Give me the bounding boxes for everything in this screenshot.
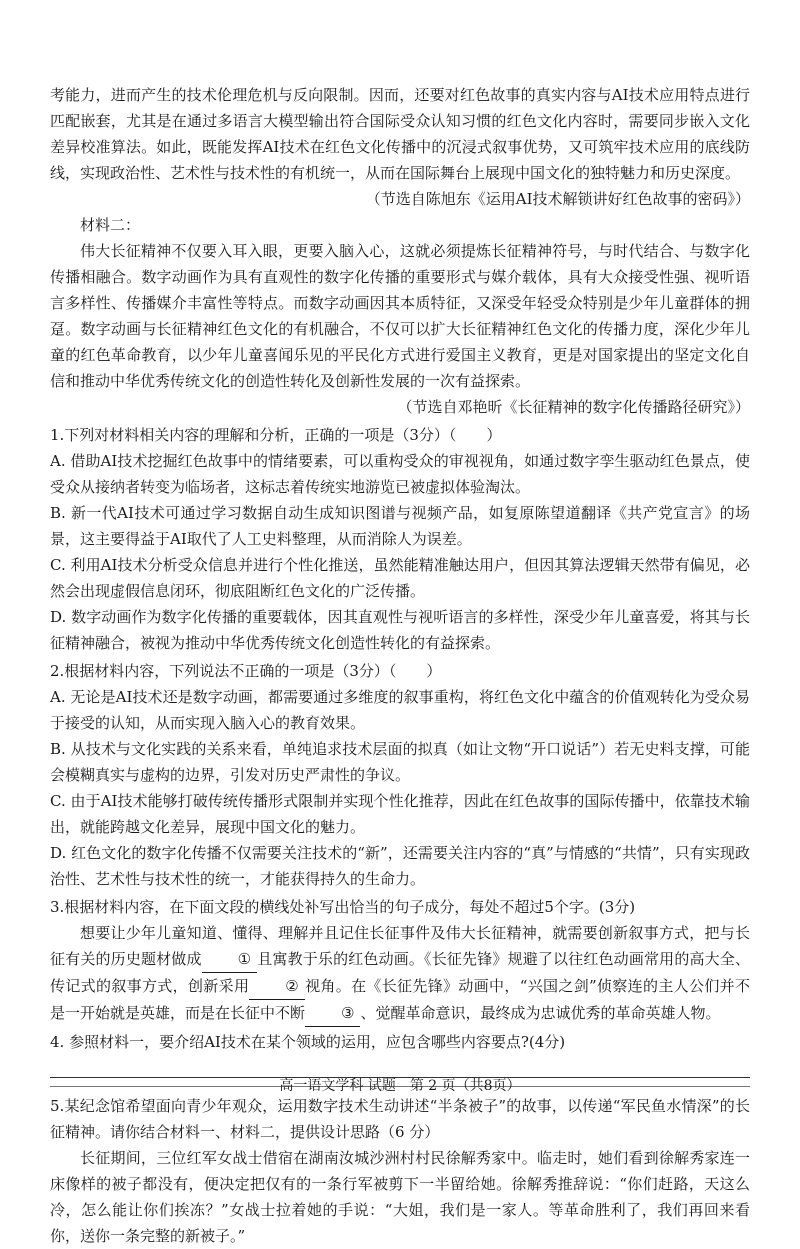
question-1-option-a: A. 借助AI技术挖掘红色故事中的情绪要素，可以重构受众的审视视角，如通过数字孪生驱动红色景点，使受众从接纳者转变为临场者，这标志着传统实地游览已被虚拟体验淘汰。 bbox=[50, 452, 750, 496]
question-2-option-c: C. 由于AI技术能够打破传统传播形式限制并实现个性化推荐，因此在红色故事的国际传播中，依靠技术输出，就能跨越文化差异，展现中国文化的魅力。 bbox=[50, 792, 750, 836]
passage-part-2: 且寓教于乐的红色动画。《长征先锋》规避了以往红色动画常用的高大全、传记式的叙事方式，创新采用 bbox=[50, 950, 750, 995]
passage-part-1: 想要让少年儿童知道、懂得、理解并且记住长征事件及伟大长征精神，就需要创新叙事方式，把与长征有关的历史题材做成 bbox=[50, 924, 750, 968]
question-5-story: 长征期间，三位红军女战士借宿在湖南汝城沙洲村村民徐解秀家中。临走时，她们看到徐解秀家连一床像样的被子都没有，便决定把仅有的一条行军被剪下一半留给她。徐解秀推辞说：“你们赶路，天这么冷，怎么能让你们挨冻？”女战士拉着她的手说：“大姐，我们是一家人。等革命胜利了，我们再回来看你，送你一条完整的新被子。” bbox=[50, 1149, 750, 1245]
question-3-stem: 3.根据材料内容，在下面文段的横线处补写出恰当的句子成分，每处不超过5个字。(3分) bbox=[50, 898, 636, 916]
question-4-stem: 4. 参照材料一，要介绍AI技术在某个领域的运用，应包含哪些内容要点?(4分) bbox=[50, 1033, 566, 1051]
question-1-option-c: C. 利用AI技术分析受众信息并进行个性化推送，虽然能精准触达用户，但因其算法逻辑天然带有偏见，必然会出现虚假信息闭环，彻底阻断红色文化的广泛传播。 bbox=[50, 556, 750, 600]
exam-page bbox=[50, 82, 750, 1249]
question-5-stem: 5.某纪念馆希望面向青少年观众，运用数字技术生动讲述“半条被子”的故事，以传递“军民鱼水情深”的长征精神。请你结合材料一、材料二，提供设计思路（6 分） bbox=[50, 1097, 750, 1141]
question-1-option-b: B. 新一代AI技术可通过学习数据自动生成知识图谱与视频产品，如复原陈望道翻译《共产党宣言》的场景，这主要得益于AI取代了人工史料整理，从而消除人为误差。 bbox=[50, 504, 750, 548]
material-2-body: 伟大长征精神不仅要入耳入眼，更要入脑入心，这就必须提炼长征精神符号，与时代结合、与数字化传播相融合。数字动画作为具有直观性的数字化传播的重要形式与媒介载体，具有大众接受性强、视听语言多样性、传播媒介丰富性等特点。而数字动画因其本质特征，又深受年轻受众特别是少年儿童群体的拥趸。数字动画与长征精神红色文化的有机融合，不仅可以扩大长征精神红色文化的传播力度，深化少年儿童的红色革命教育，以少年儿童喜闻乐见的平民化方式进行爱国主义教育，更是对国家提出的坚定文化自信和推动中华优秀传统文化的创造性转化及创新性发展的一次有益探索。 bbox=[50, 242, 750, 390]
passage-part-3: 视角。在《长征先锋》动画中，“兴国之剑”侦察连的主人公们并不是一开始就是英雄，而是在长征中不断 bbox=[50, 977, 750, 1022]
question-2-stem: 2.根据材料内容，下列说法不正确的一项是（3分）（ ） bbox=[50, 662, 442, 680]
blank-3[interactable]: ③ bbox=[305, 1000, 360, 1027]
question-2-option-b: B. 从技术与文化实践的关系来看，单纯追求技术层面的拟真（如让文物“开口说话”）若无史料支撑，可能会模糊真实与虚构的边界，引发对历史严肃性的争议。 bbox=[50, 740, 750, 784]
material-1-source: （节选自陈旭东《运用AI技术解锁讲好红色故事的密码》） bbox=[365, 190, 750, 208]
question-2-option-d: D. 红色文化的数字化传播不仅需要关注技术的“新”，还需要关注内容的“真”与情感的“共情”，只有实现政治性、艺术性与技术性的统一，才能获得持久的生命力。 bbox=[50, 844, 750, 888]
question-3-passage bbox=[50, 920, 750, 1027]
material-2-source: （节选自邓艳昕《长征精神的数字化传播路径研究》） bbox=[397, 398, 750, 416]
passage-part-4: 、觉醒革命意识，最终成为忠诚优秀的革命英雄人物。 bbox=[360, 1004, 721, 1022]
blank-2[interactable]: ② bbox=[249, 973, 304, 1000]
blank-1[interactable]: ① bbox=[202, 946, 257, 973]
question-1-stem: 1.下列对材料相关内容的理解和分析，正确的一项是（3分）（ ） bbox=[50, 426, 502, 444]
material-2-title: 材料二： bbox=[80, 216, 141, 234]
material-1-tail: 考能力，进而产生的技术伦理危机与反向限制。因而，还要对红色故事的真实内容与AI技术应用特点进行匹配嵌套，尤其是在通过多语言大模型输出符合国际受众认知习惯的红色文化内容时，需要同步嵌入文化差异校准算法。如此，既能发挥AI技术在红色文化传播中的沉浸式叙事优势，又可筑牢技术应用的底线防线，实现政治性、艺术性与技术性的有机统一，从而在国际舞台上展现中国文化的独特魅力和历史深度。 bbox=[50, 86, 750, 182]
page-footer: 高一语文学科 试题 第 2 页（共8页） bbox=[279, 1078, 521, 1094]
question-2-option-a: A. 无论是AI技术还是数字动画，都需要通过多维度的叙事重构，将红色文化中蕴含的价值观转化为受众易于接受的认知，从而实现入脑入心的教育效果。 bbox=[50, 688, 750, 732]
question-1-option-d: D. 数字动画作为数字化传播的重要载体，因其直观性与视听语言的多样性，深受少年儿童喜爱，将其与长征精神融合，被视为推动中华优秀传统文化创造性转化的有益探索。 bbox=[50, 608, 750, 652]
